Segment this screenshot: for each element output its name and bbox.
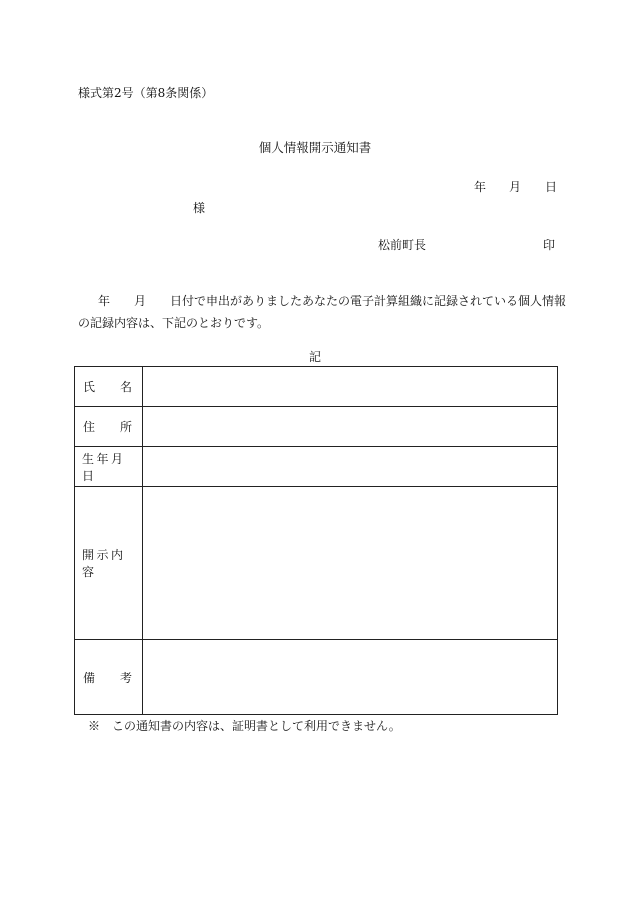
address-label-cell [75, 407, 143, 447]
birthdate-label-cell [75, 447, 143, 487]
date-year-label: 年 [474, 180, 487, 194]
date-month-label: 月 [509, 180, 522, 194]
table-row [75, 407, 558, 447]
disclosure-label-cell [75, 487, 143, 640]
table-row [75, 447, 558, 487]
table-row [75, 367, 558, 407]
remarks-label-b: 考 [119, 670, 132, 685]
table-row [75, 487, 558, 640]
remarks-value-cell[interactable] [143, 640, 558, 715]
disclosure-label: 開示内容 [82, 548, 126, 579]
addressee-suffix: 様 [193, 201, 206, 215]
name-value-cell[interactable] [143, 367, 558, 407]
address-label-b: 所 [119, 420, 132, 434]
birthdate-value-cell[interactable] [143, 447, 558, 487]
body-text: 年 月 日付で申出がありましたあなたの電子計算組織に記録されている個人情報の記録内容は、下記のとおりです。 [78, 294, 567, 330]
remarks-label-a: 備 [83, 670, 96, 685]
record-mark: 記 [308, 350, 321, 364]
table-row [75, 640, 558, 715]
disclosure-value-cell[interactable] [143, 487, 558, 640]
issuer-name: 松前町長 [378, 238, 427, 252]
footnote: ※ この通知書の内容は、証明書として利用できません。 [88, 719, 401, 733]
remarks-label-cell [75, 640, 143, 715]
info-table [74, 366, 558, 715]
seal-mark: 印 [543, 238, 556, 252]
address-value-cell[interactable] [143, 407, 558, 447]
address-label-a: 住 [83, 420, 96, 434]
document-title: 個人情報開示通知書 [258, 140, 372, 155]
name-label-cell [75, 367, 143, 407]
name-label-a: 氏 [83, 380, 96, 394]
form-number: 様式第2号（第8条関係） [78, 86, 214, 100]
date-day-label: 日 [545, 180, 558, 194]
birthdate-label: 生年月日 [82, 451, 126, 483]
name-label-b: 名 [119, 380, 132, 394]
